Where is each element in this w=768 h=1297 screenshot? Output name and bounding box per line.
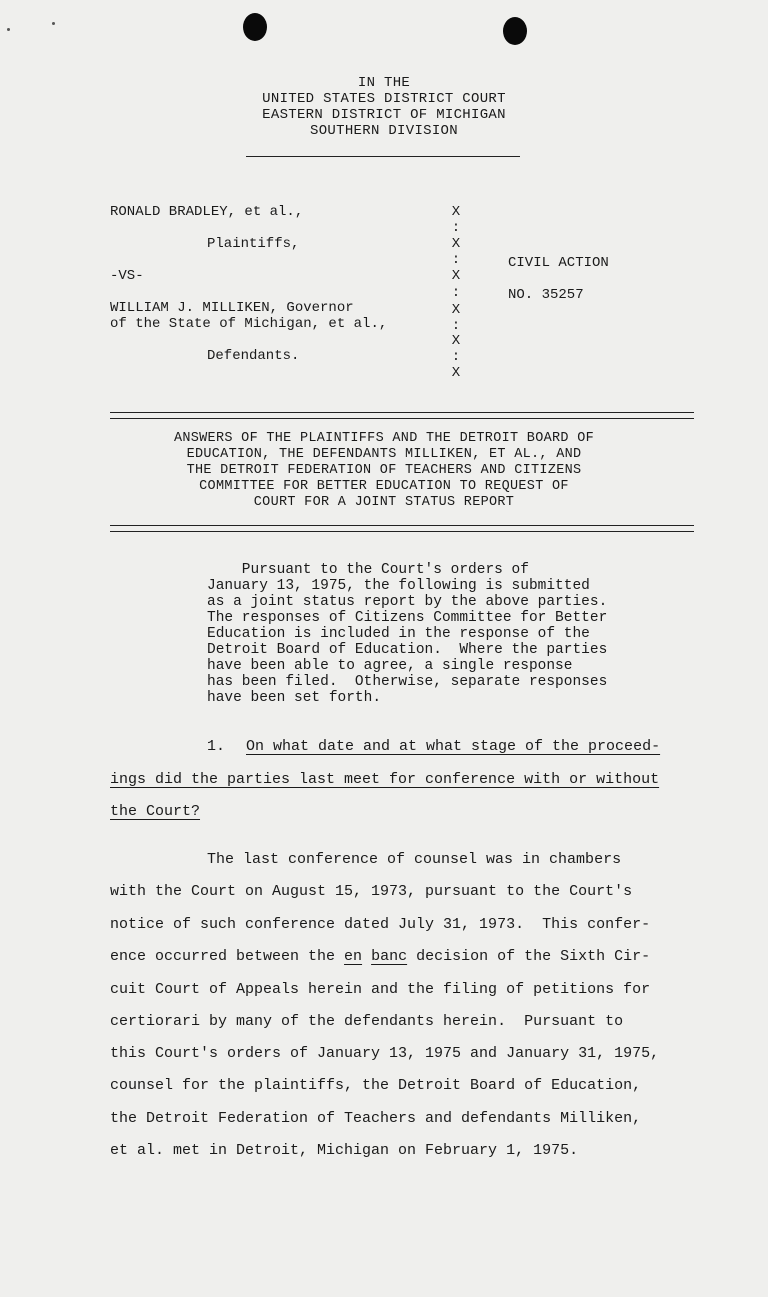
separator-x-mark: X <box>451 333 461 349</box>
question-line: On what date and at what stage of the proceed- <box>246 738 661 755</box>
separator-x-mark: X <box>451 365 461 381</box>
answer-line: et al. met in Detroit, Michigan on February 1, 1975. <box>110 1142 579 1159</box>
court-line-2: UNITED STATES DISTRICT COURT <box>262 91 506 107</box>
title-line: COMMITTEE FOR BETTER EDUCATION TO REQUEST OF <box>199 479 569 494</box>
separator-colon-mark: : <box>451 349 461 365</box>
defendant-role: Defendants. <box>207 348 300 364</box>
answer-line: with the Court on August 15, 1973, pursuant to the Court's <box>110 883 633 900</box>
defendant-name-line1: WILLIAM J. MILLIKEN, Governor <box>110 300 354 316</box>
question-number: 1. <box>207 738 226 755</box>
title-double-rule-bottom <box>110 525 694 532</box>
court-line-4: SOUTHERN DIVISION <box>310 123 458 139</box>
answer-line: the Detroit Federation of Teachers and defendants Milliken, <box>110 1110 642 1127</box>
separator-colon-mark: : <box>451 220 461 236</box>
answer-line: this Court's orders of January 13, 1975 and January 31, 1975, <box>110 1045 660 1062</box>
intro-line: have been set forth. <box>207 690 382 706</box>
question-line: the Court? <box>110 803 201 820</box>
plaintiff-role: Plaintiffs, <box>207 236 300 252</box>
title-line: THE DETROIT FEDERATION OF TEACHERS AND CITIZENS <box>186 463 582 478</box>
separator-colon-mark: : <box>451 252 461 268</box>
defendant-name-line2: of the State of Michigan, et al., <box>110 316 388 332</box>
separator-x-mark: X <box>451 302 461 318</box>
title-double-rule-top <box>110 412 694 419</box>
punch-hole-right <box>503 17 527 45</box>
intro-line: Education is included in the response of the <box>207 626 590 642</box>
intro-line: The responses of Citizens Committee for Better <box>207 610 608 626</box>
versus-label: -VS- <box>110 268 144 284</box>
intro-line: as a joint status report by the above parties. <box>207 594 608 610</box>
intro-line: Detroit Board of Education. Where the parties <box>207 642 608 658</box>
separator-x-mark: X <box>451 236 461 252</box>
court-line-1: IN THE <box>357 75 411 91</box>
answer-text: ence occurred between the <box>110 948 345 965</box>
civil-action-label: CIVIL ACTION <box>508 255 609 271</box>
court-line-3: EASTERN DISTRICT OF MICHIGAN <box>262 107 506 123</box>
question-line: ings did the parties last meet for conference with or without <box>110 771 660 788</box>
punch-hole-left <box>243 13 267 41</box>
answer-text <box>362 948 371 965</box>
intro-line: Pursuant to the Court's orders of <box>207 562 529 578</box>
answer-line: certiorari by many of the defendants herein. Pursuant to <box>110 1013 624 1030</box>
scan-speck <box>52 22 55 25</box>
separator-colon-mark: : <box>451 285 461 301</box>
heading-rule <box>246 156 520 157</box>
answer-line: notice of such conference dated July 31, 1973. This confer- <box>110 916 651 933</box>
answer-line: The last conference of counsel was in chambers <box>207 851 622 868</box>
answer-line: cuit Court of Appeals herein and the filing of petitions for <box>110 981 651 998</box>
intro-line: January 13, 1975, the following is submitted <box>207 578 590 594</box>
title-line: EDUCATION, THE DEFENDANTS MILLIKEN, ET AL., AND <box>186 447 582 462</box>
intro-line: have been able to agree, a single response <box>207 658 573 674</box>
intro-line: has been filed. Otherwise, separate responses <box>207 674 608 690</box>
title-line: COURT FOR A JOINT STATUS REPORT <box>253 495 515 510</box>
case-number: NO. 35257 <box>508 287 584 303</box>
answer-text: decision of the Sixth Cir- <box>407 948 651 965</box>
plaintiff-name: RONALD BRADLEY, et al., <box>110 204 304 220</box>
scan-speck <box>7 28 10 31</box>
separator-colon-mark: : <box>451 318 461 334</box>
answer-line: counsel for the plaintiffs, the Detroit Board of Education, <box>110 1077 642 1094</box>
separator-x-mark: X <box>451 204 461 220</box>
title-line: ANSWERS OF THE PLAINTIFFS AND THE DETROIT BOARD OF <box>173 431 595 446</box>
latin-term-banc: banc <box>371 948 408 965</box>
separator-x-mark: X <box>451 268 461 284</box>
latin-term-en: en <box>344 948 363 965</box>
answer-line <box>110 948 650 965</box>
